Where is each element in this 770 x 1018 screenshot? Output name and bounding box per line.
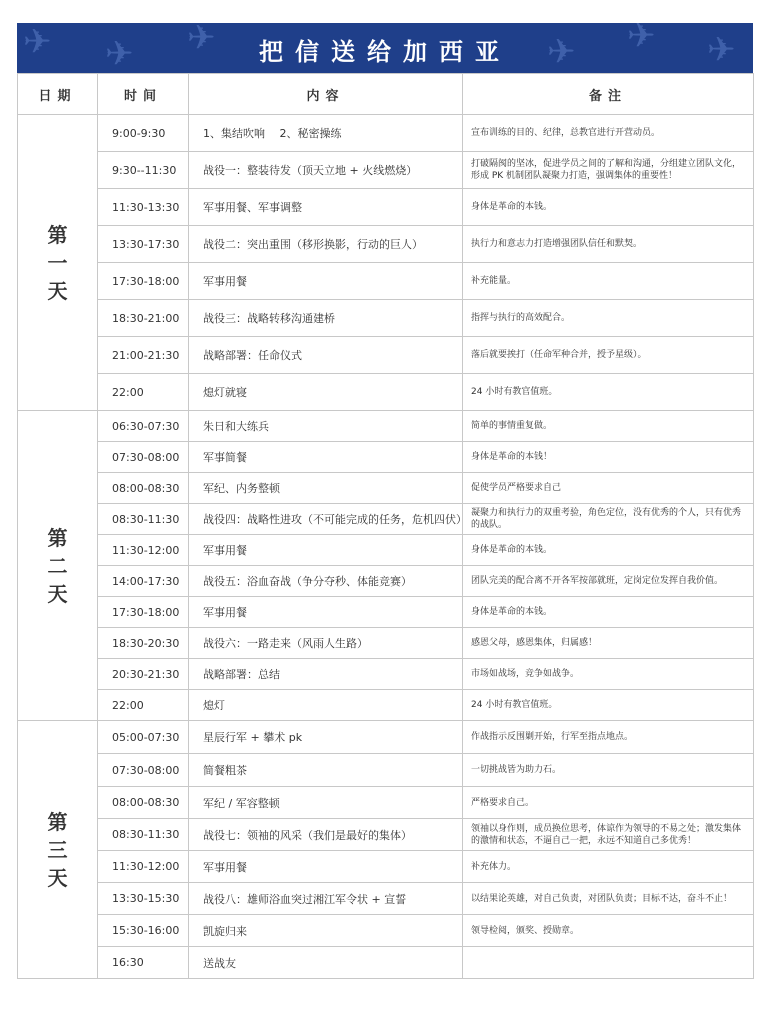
day-label-char: 一 [47, 250, 68, 275]
table-row [18, 152, 754, 189]
table-row [18, 115, 754, 152]
content-cell: 熄灯就寝 [189, 374, 463, 411]
table-row [18, 263, 754, 300]
time-cell: 17:30-18:00 [98, 263, 189, 300]
time-cell: 11:30-13:30 [98, 189, 189, 226]
day-label-char: 第 [47, 222, 68, 247]
table-row [18, 504, 754, 535]
content-cell: 战役五：浴血奋战（争分夺秒、体能竞赛） [189, 566, 463, 597]
content-cell: 军事用餐 [189, 597, 463, 628]
table-row [18, 226, 754, 263]
content-cell: 战略部署：任命仪式 [189, 337, 463, 374]
schedule-body [18, 115, 754, 979]
note-cell: 宣布训练的目的、纪律，总教官进行开营动员。 [463, 115, 754, 152]
note-cell: 作战指示反围剿开始，行军至指点地点。 [463, 721, 754, 754]
time-cell: 9:00-9:30 [98, 115, 189, 152]
time-cell: 14:00-17:30 [98, 566, 189, 597]
note-cell: 领袖以身作则，成员换位思考，体谅作为领导的不易之处；激发集体的激情和状态，不逼自己一把，永远不知道自己多优秀！ [463, 819, 754, 851]
note-cell: 简单的事情重复做。 [463, 411, 754, 442]
content-cell: 战役二：突出重围（移形换影，行动的巨人） [189, 226, 463, 263]
table-row [18, 915, 754, 947]
table-row [18, 300, 754, 337]
note-cell: 以结果论英雄，对自己负责，对团队负责；目标不达，奋斗不止！ [463, 883, 754, 915]
note-cell: 补充体力。 [463, 851, 754, 883]
note-cell: 身体是革命的本钱。 [463, 189, 754, 226]
note-cell: 感恩父母，感恩集体，归属感！ [463, 628, 754, 659]
note-cell: 团队完美的配合离不开各军按部就班，定岗定位发挥自我价值。 [463, 566, 754, 597]
table-row [18, 947, 754, 979]
bird-decoration-icon: ✈ [627, 23, 656, 56]
time-cell: 11:30-12:00 [98, 851, 189, 883]
title-banner [17, 23, 753, 73]
bird-decoration-icon: ✈ [187, 23, 216, 58]
time-cell: 22:00 [98, 374, 189, 411]
note-cell: 一切挑战皆为助力石。 [463, 754, 754, 787]
time-cell: 9:30--11:30 [98, 152, 189, 189]
note-cell: 领导检阅，颁奖、授勋章。 [463, 915, 754, 947]
content-cell: 1、集结吹响 2、秘密操练 [189, 115, 463, 152]
content-cell: 战役八：雄师浴血突过湘江军令状 + 宣誓 [189, 883, 463, 915]
time-cell: 16:30 [98, 947, 189, 979]
header-time: 时间 [98, 74, 189, 115]
note-cell: 补充能量。 [463, 263, 754, 300]
table-row [18, 597, 754, 628]
day-label-cell [18, 115, 98, 411]
table-row [18, 787, 754, 819]
bird-decoration-icon: ✈ [23, 23, 52, 62]
content-cell: 军纪、内务整顿 [189, 473, 463, 504]
page-title: 把信送给加西亚 [259, 38, 511, 66]
time-cell: 08:00-08:30 [98, 787, 189, 819]
time-cell: 18:30-21:00 [98, 300, 189, 337]
note-cell: 凝聚力和执行力的双重考验，角色定位，没有优秀的个人，只有优秀的战队。 [463, 504, 754, 535]
content-cell: 星辰行军 + 攀术 pk [189, 721, 463, 754]
content-cell: 军事用餐、军事调整 [189, 189, 463, 226]
note-cell: 市场如战场，竞争如战争。 [463, 659, 754, 690]
header-note: 备注 [463, 74, 754, 115]
content-cell: 简餐粗茶 [189, 754, 463, 787]
day-label-char: 天 [47, 581, 68, 606]
content-cell: 战役六：一路走来（风雨人生路） [189, 628, 463, 659]
note-cell: 身体是革命的本钱。 [463, 597, 754, 628]
note-cell [463, 947, 754, 979]
content-cell: 朱日和大练兵 [189, 411, 463, 442]
time-cell: 17:30-18:00 [98, 597, 189, 628]
content-cell: 战役三：战略转移沟通建桥 [189, 300, 463, 337]
table-row [18, 851, 754, 883]
table-row [18, 411, 754, 442]
schedule-table [17, 73, 754, 979]
day-label-char: 二 [47, 553, 68, 578]
table-row [18, 442, 754, 473]
time-cell: 20:30-21:30 [98, 659, 189, 690]
content-cell: 战役一：整装待发（顶天立地 + 火线燃烧） [189, 152, 463, 189]
note-cell: 身体是革命的本钱！ [463, 442, 754, 473]
content-cell: 军事简餐 [189, 442, 463, 473]
day-label-cell [18, 411, 98, 721]
table-row [18, 819, 754, 851]
content-cell: 送战友 [189, 947, 463, 979]
table-row [18, 473, 754, 504]
table-header-row [18, 74, 754, 115]
header-content: 内容 [189, 74, 463, 115]
table-row [18, 374, 754, 411]
table-row [18, 189, 754, 226]
table-row [18, 566, 754, 597]
time-cell: 13:30-17:30 [98, 226, 189, 263]
table-row [18, 883, 754, 915]
time-cell: 08:00-08:30 [98, 473, 189, 504]
table-row [18, 535, 754, 566]
content-cell: 战役七：领袖的风采（我们是最好的集体） [189, 819, 463, 851]
note-cell: 指挥与执行的高效配合。 [463, 300, 754, 337]
bird-decoration-icon: ✈ [105, 34, 134, 73]
note-cell: 24 小时有教官值班。 [463, 690, 754, 721]
bird-decoration-icon: ✈ [707, 30, 736, 70]
table-row [18, 628, 754, 659]
time-cell: 08:30-11:30 [98, 504, 189, 535]
time-cell: 15:30-16:00 [98, 915, 189, 947]
header-date: 日期 [18, 74, 98, 115]
day-label-char: 天 [47, 278, 68, 303]
note-cell: 24 小时有教官值班。 [463, 374, 754, 411]
day-label-char: 第 [47, 809, 68, 834]
schedule-sheet [17, 23, 753, 979]
time-cell: 05:00-07:30 [98, 721, 189, 754]
table-row [18, 659, 754, 690]
table-row [18, 754, 754, 787]
note-cell: 执行力和意志力打造增强团队信任和默契。 [463, 226, 754, 263]
table-row [18, 337, 754, 374]
time-cell: 07:30-08:00 [98, 754, 189, 787]
content-cell: 战略部署：总结 [189, 659, 463, 690]
day-label-cell [18, 721, 98, 979]
content-cell: 军事用餐 [189, 535, 463, 566]
time-cell: 21:00-21:30 [98, 337, 189, 374]
note-cell: 打破隔阂的坚冰，促进学员之间的了解和沟通，分组建立团队文化，形成 PK 机制团队凝聚力打造，强调集体的重要性！ [463, 152, 754, 189]
content-cell: 军纪 / 军容整顿 [189, 787, 463, 819]
day-label-char: 三 [47, 837, 68, 862]
note-cell: 落后就要挨打（任命军种合并，授予星级）。 [463, 337, 754, 374]
time-cell: 07:30-08:00 [98, 442, 189, 473]
time-cell: 06:30-07:30 [98, 411, 189, 442]
day-label-char: 天 [47, 865, 68, 890]
content-cell: 军事用餐 [189, 851, 463, 883]
time-cell: 13:30-15:30 [98, 883, 189, 915]
note-cell: 严格要求自己。 [463, 787, 754, 819]
content-cell: 战役四：战略性进攻（不可能完成的任务，危机四伏） [189, 504, 463, 535]
content-cell: 军事用餐 [189, 263, 463, 300]
note-cell: 促使学员严格要求自己 [463, 473, 754, 504]
bird-decoration-icon: ✈ [547, 32, 576, 72]
time-cell: 22:00 [98, 690, 189, 721]
note-cell: 身体是革命的本钱。 [463, 535, 754, 566]
day-label-char: 第 [47, 525, 68, 550]
table-row [18, 721, 754, 754]
time-cell: 11:30-12:00 [98, 535, 189, 566]
time-cell: 18:30-20:30 [98, 628, 189, 659]
content-cell: 凯旋归来 [189, 915, 463, 947]
time-cell: 08:30-11:30 [98, 819, 189, 851]
table-row [18, 690, 754, 721]
content-cell: 熄灯 [189, 690, 463, 721]
